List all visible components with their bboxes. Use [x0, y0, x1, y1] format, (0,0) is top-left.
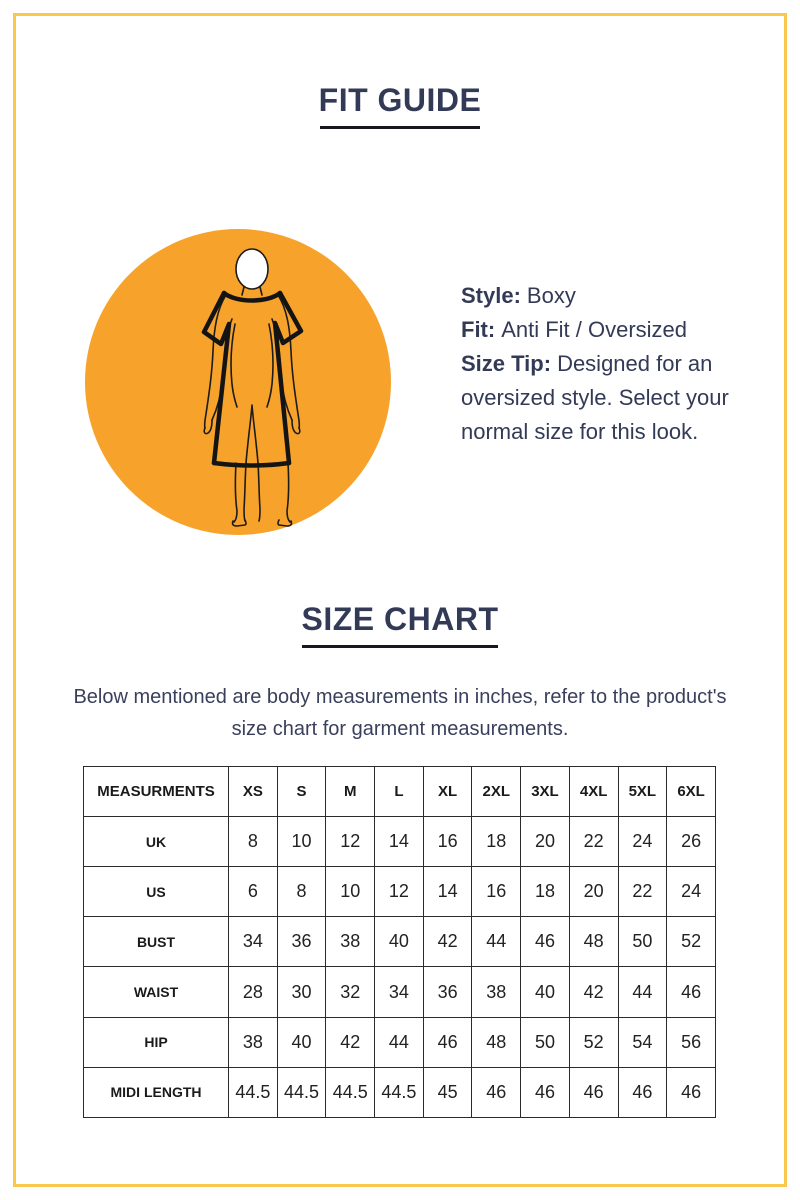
measurement-value-cell: 44.5 [277, 1067, 326, 1117]
size-tip-label: Size Tip: [461, 351, 552, 376]
size-chart-row [84, 867, 716, 917]
title-underline [320, 126, 480, 129]
measurement-value-cell: 52 [569, 1017, 618, 1067]
measurement-value-cell: 48 [569, 917, 618, 967]
measurement-value-cell: 18 [521, 867, 570, 917]
fit-illustration [85, 229, 391, 535]
measurement-value-cell: 36 [423, 967, 472, 1017]
measurement-value-cell: 38 [326, 917, 375, 967]
measurement-value-cell: 42 [569, 967, 618, 1017]
style-line [461, 279, 743, 313]
measurement-value-cell: 38 [472, 967, 521, 1017]
measurement-value-cell: 8 [229, 817, 278, 867]
measurement-row-label: HIP [84, 1017, 229, 1067]
size-column-header: 3XL [521, 767, 570, 817]
size-chart-row [84, 967, 716, 1017]
measurement-row-label: US [84, 867, 229, 917]
size-chart-row [84, 817, 716, 867]
measurement-row-label: UK [84, 817, 229, 867]
size-column-header: M [326, 767, 375, 817]
measurement-value-cell: 42 [326, 1017, 375, 1067]
measurement-value-cell: 46 [667, 1067, 716, 1117]
measurement-value-cell: 10 [277, 817, 326, 867]
measurement-value-cell: 16 [472, 867, 521, 917]
fit-label: Fit: [461, 317, 496, 342]
measurement-value-cell: 44 [618, 967, 667, 1017]
measurement-value-cell: 12 [326, 817, 375, 867]
measurement-row-label: BUST [84, 917, 229, 967]
size-chart-row [84, 1067, 716, 1117]
measurement-row-label: MIDI LENGTH [84, 1067, 229, 1117]
size-column-header: XS [229, 767, 278, 817]
measurement-value-cell: 34 [375, 967, 424, 1017]
measurement-value-cell: 46 [618, 1067, 667, 1117]
measurement-value-cell: 48 [472, 1017, 521, 1067]
size-column-header: XL [423, 767, 472, 817]
measurement-value-cell: 6 [229, 867, 278, 917]
size-tip-value: Designed for an oversized style. Select your normal size for this look. [461, 351, 729, 444]
measurement-value-cell: 44.5 [326, 1067, 375, 1117]
size-column-header: 4XL [569, 767, 618, 817]
measurement-row-label: WAIST [84, 967, 229, 1017]
measurement-value-cell: 32 [326, 967, 375, 1017]
size-column-header: 5XL [618, 767, 667, 817]
fit-line [461, 313, 743, 347]
measurement-value-cell: 40 [521, 967, 570, 1017]
measurement-value-cell: 10 [326, 867, 375, 917]
measurement-value-cell: 46 [521, 1067, 570, 1117]
measurement-value-cell: 14 [375, 817, 424, 867]
measurement-value-cell: 22 [569, 817, 618, 867]
measurement-value-cell: 52 [667, 917, 716, 967]
measurement-value-cell: 46 [472, 1067, 521, 1117]
measurement-value-cell: 40 [375, 917, 424, 967]
size-chart-row [84, 917, 716, 967]
fit-guide-title: FIT GUIDE [318, 82, 482, 118]
title-underline [302, 645, 498, 648]
measurements-column-header: MEASURMENTS [84, 767, 229, 817]
size-tip-line [461, 347, 743, 449]
measurement-value-cell: 8 [277, 867, 326, 917]
measurement-value-cell: 46 [521, 917, 570, 967]
measurement-value-cell: 12 [375, 867, 424, 917]
measurement-value-cell: 44 [375, 1017, 424, 1067]
size-column-header: L [375, 767, 424, 817]
measurement-value-cell: 38 [229, 1017, 278, 1067]
measurement-value-cell: 28 [229, 967, 278, 1017]
measurement-value-cell: 54 [618, 1017, 667, 1067]
measurement-value-cell: 36 [277, 917, 326, 967]
fit-value: Anti Fit / Oversized [501, 317, 688, 342]
measurement-value-cell: 14 [423, 867, 472, 917]
measurement-value-cell: 18 [472, 817, 521, 867]
measurement-value-cell: 46 [569, 1067, 618, 1117]
size-chart-title-block [0, 601, 800, 648]
style-label: Style: [461, 283, 521, 308]
measurement-value-cell: 24 [667, 867, 716, 917]
size-chart-row [84, 1017, 716, 1067]
size-column-header: 2XL [472, 767, 521, 817]
measurement-value-cell: 44.5 [229, 1067, 278, 1117]
measurement-value-cell: 42 [423, 917, 472, 967]
size-chart-description: Below mentioned are body measurements in inches, refer to the product's size chart for garment measurements. [73, 686, 727, 740]
measurement-value-cell: 24 [618, 817, 667, 867]
measurement-value-cell: 56 [667, 1017, 716, 1067]
measurement-value-cell: 46 [423, 1017, 472, 1067]
fit-details [461, 279, 743, 449]
size-column-header: 6XL [667, 767, 716, 817]
measurement-value-cell: 16 [423, 817, 472, 867]
size-chart-title: SIZE CHART [301, 601, 499, 637]
measurement-value-cell: 40 [277, 1017, 326, 1067]
measurement-value-cell: 22 [618, 867, 667, 917]
measurement-value-cell: 44 [472, 917, 521, 967]
measurement-value-cell: 20 [521, 817, 570, 867]
size-column-header: S [277, 767, 326, 817]
measurement-value-cell: 34 [229, 917, 278, 967]
size-chart-header-row [84, 767, 716, 817]
size-chart-table [83, 766, 716, 1118]
measurement-value-cell: 26 [667, 817, 716, 867]
measurement-value-cell: 44.5 [375, 1067, 424, 1117]
measurement-value-cell: 46 [667, 967, 716, 1017]
fit-guide-title-block [0, 82, 800, 129]
measurement-value-cell: 45 [423, 1067, 472, 1117]
measurement-value-cell: 30 [277, 967, 326, 1017]
measurement-value-cell: 20 [569, 867, 618, 917]
measurement-value-cell: 50 [618, 917, 667, 967]
style-value: Boxy [526, 283, 576, 308]
measurement-value-cell: 50 [521, 1017, 570, 1067]
